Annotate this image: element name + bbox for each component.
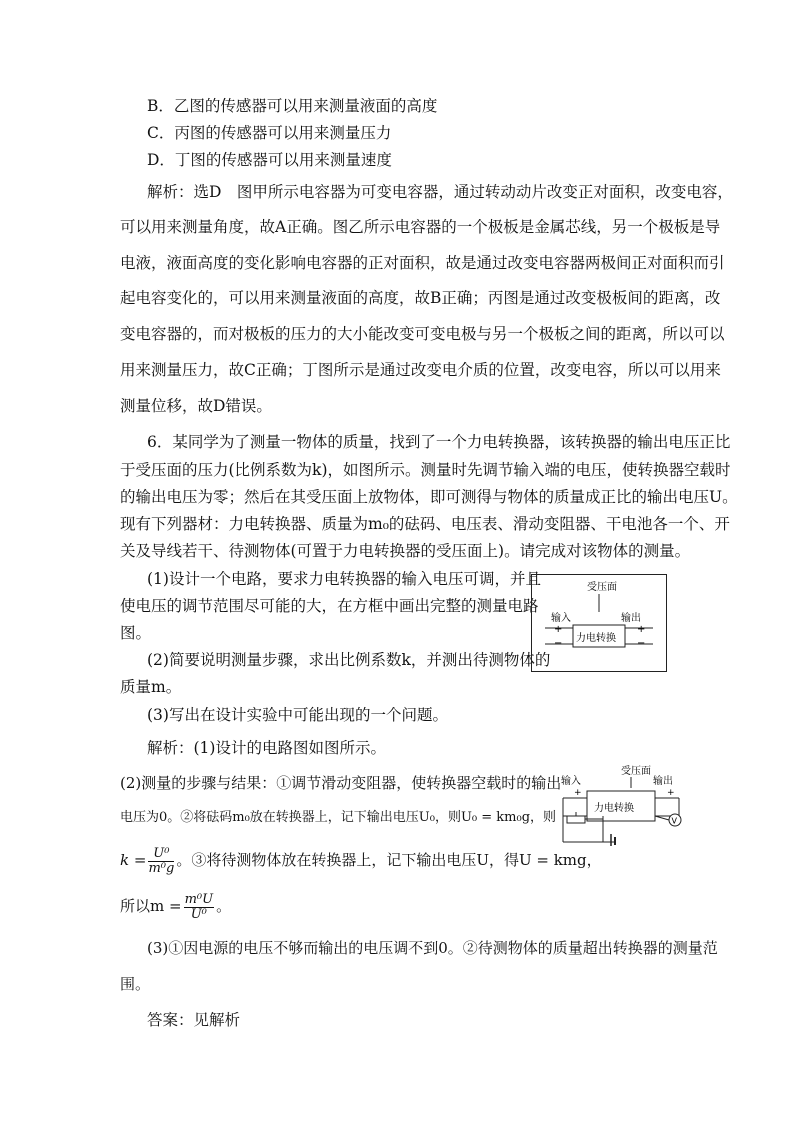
svg-text:+: + [667, 788, 675, 798]
svg-text:−: − [637, 638, 646, 649]
svg-text:+: + [637, 624, 646, 635]
force-converter-figure [531, 574, 667, 672]
input-label: 输入 [561, 776, 581, 787]
final-answer: 答案：见解析 [147, 1011, 241, 1029]
svg-text:+: + [554, 624, 563, 635]
answer-2-formula-k: k = $\frac{\text{U⁰}}{\text{m⁰g}}$ 。③将待测物体放在转换器上，记下输出电压U，得U = kmg， [120, 845, 602, 876]
rheostat-icon [567, 816, 585, 823]
svg-text:−: − [554, 638, 563, 649]
answer-2-formula-m: 所以m = $\frac{\text{m⁰U}}{\text{U⁰}}$ 。 [120, 891, 232, 922]
input-label: 输入 [551, 613, 571, 624]
option-b: B．乙图的传感器可以用来测量液面的高度 [147, 97, 438, 115]
output-label: 输出 [653, 776, 673, 787]
option-c: C．丙图的传感器可以用来测量压力 [147, 124, 392, 142]
converter-box-label: 力电转换 [594, 803, 634, 814]
output-label: 输出 [621, 613, 641, 624]
svg-text:V: V [671, 816, 677, 826]
measurement-circuit-figure [555, 764, 685, 846]
converter-box-label: 力电转换 [576, 633, 616, 644]
answer-1: 解析：(1)设计的电路图如图所示。 [147, 739, 386, 757]
svg-text:+: + [574, 788, 582, 798]
option-d: D．丁图的传感器可以用来测量速度 [147, 151, 392, 169]
pressure-surface-label: 受压面 [621, 766, 651, 777]
answer-2-line-1: (2)测量的步骤与结果：①调节滑动变阻器，使转换器空载时的输出 [120, 774, 562, 792]
pressure-surface-label: 受压面 [587, 582, 617, 593]
answer-2-line-2: 电压为0。②将砝码m₀放在转换器上，记下输出电压U₀，则U₀ = km₀g，则 [120, 810, 557, 825]
sub-question-3: (3)写出在设计实验中可能出现的一个问题。 [147, 706, 448, 724]
